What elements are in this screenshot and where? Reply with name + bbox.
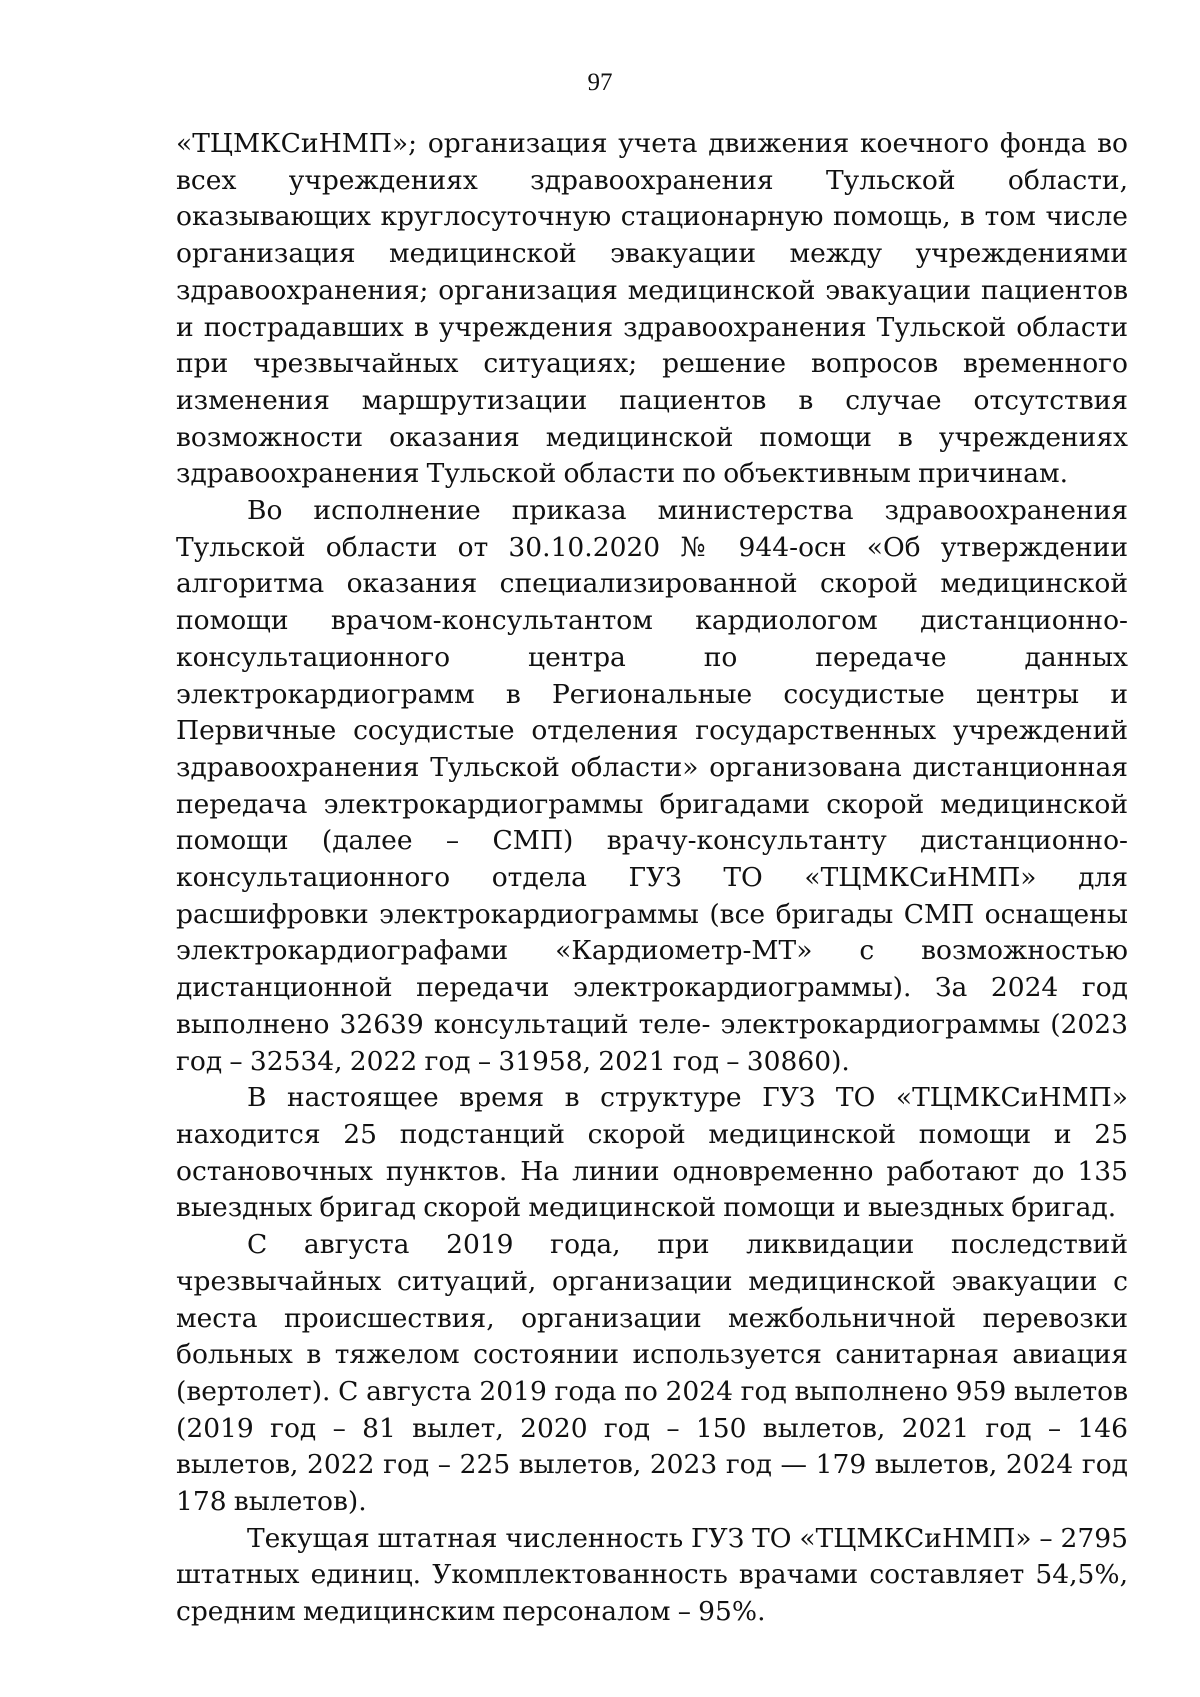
paragraph-bed-fund-continuation: «ТЦМКСиНМП»; организация учета движения коечного фонда во всех учреждениях здравоохранения Тульской области, оказывающих круглосуточную стационарную помощь, в том числе организация медицинской эвакуации между учреждениями здравоохранения; организация медицинской эвакуации пациентов и пострадавших в учреждения здравоохранения Тульской области при чрезвычайных ситуациях; решение вопросов временного изменения маршрутизации пациентов в случае отсутствия возможности оказания медицинской помощи в учреждениях здравоохранения Тульской области по объективным причинам. bbox=[176, 128, 1128, 490]
document-body bbox=[176, 126, 1128, 1631]
page-number: 97 bbox=[587, 69, 613, 96]
paragraph-ecg-remote-transmission: Во исполнение приказа министерства здравоохранения Тульской области от 30.10.2020 № 944-осн «Об утверждении алгоритма оказания специализированной скорой медицинской помощи врачом-консультантом кардиологом дистанционно-консультационного центра по передаче данных электрокардиограмм в Региональные сосудистые центры и Первичные сосудистые отделения государственных учреждений здравоохранения Тульской области» организована дистанционная передача электрокардиограммы бригадами скорой медицинской помощи (далее – СМП) врачу-консультанту дистанционно-консультационного отдела ГУЗ ТО «ТЦМКСиНМП» для расшифровки электрокардиограммы (все бригады СМП оснащены электрокардиографами «Кардиометр-МТ» с возможностью дистанционной передачи электрокардиограммы). За 2024 год выполнено 32639 консультаций теле- электрокардиограммы (2023 год – 32534, 2022 год – 31958, 2021 год – 30860). bbox=[176, 495, 1128, 1077]
paragraph-substations: В настоящее время в структуре ГУЗ ТО «ТЦМКСиНМП» находится 25 подстанций скорой медицинской помощи и 25 остановочных пунктов. На линии одновременно работают до 135 выездных бригад скорой медицинской помощи и выездных бригад. bbox=[176, 1082, 1128, 1224]
paragraph-air-ambulance: С августа 2019 года, при ликвидации последствий чрезвычайных ситуаций, организации медицинской эвакуации с места происшествия, организации межбольничной перевозки больных в тяжелом состоянии используется санитарная авиация (вертолет). С августа 2019 года по 2024 год выполнено 959 вылетов (2019 год – 81 вылет, 2020 год – 150 вылетов, 2021 год – 146 вылетов, 2022 год – 225 вылетов, 2023 год — 179 вылетов, 2024 год 178 вылетов). bbox=[176, 1229, 1128, 1518]
paragraph-staffing: Текущая штатная численность ГУЗ ТО «ТЦМКСиНМП» – 2795 штатных единиц. Укомплектованность врачами составляет 54,5%, средним медицинским персоналом – 95%. bbox=[176, 1522, 1128, 1628]
